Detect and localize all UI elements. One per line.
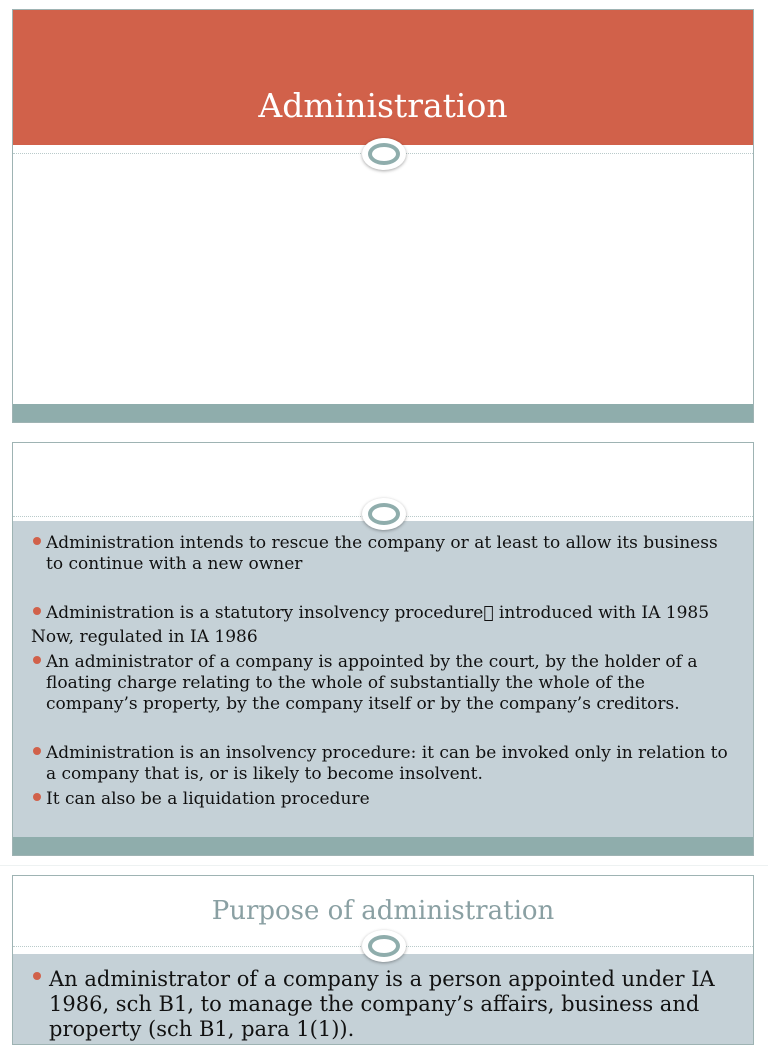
ring-ornament-icon bbox=[362, 498, 406, 530]
slide-3-title: Purpose of administration bbox=[211, 896, 555, 926]
bullet-item-2: Administration is a statutory insolvency procedure  introduced with IA 1985 bbox=[46, 603, 710, 623]
bullet-item-2-continuation: Now, regulated in IA 1986 bbox=[31, 627, 258, 647]
bottom-bar bbox=[13, 837, 753, 856]
ring-ornament-icon bbox=[362, 930, 406, 962]
slide-3 bbox=[12, 875, 754, 1045]
bullet-item-3: An administrator of a company is appointed by the court, by the holder of a floating charge relating to the whole of substantially the whole of the company’s property, by the company itself or by the company’s creditors. bbox=[46, 652, 698, 714]
bullet-dot-icon bbox=[33, 607, 41, 615]
bullet-item-1: An administrator of a company is a person appointed under IA 1986, sch B1, to manage the company’s affairs, business and property (sch B1, para 1(1)). bbox=[49, 967, 715, 1041]
bullet-item-4: Administration is an insolvency procedure: it can be invoked only in relation to a company that is, or is likely to become insolvent. bbox=[46, 743, 728, 784]
ring-ornament-icon bbox=[362, 138, 406, 170]
bullet-dot-icon bbox=[33, 793, 41, 801]
bullet-dot-icon bbox=[33, 972, 41, 980]
slide-2 bbox=[12, 442, 754, 856]
bullet-item-5: It can also be a liquidation procedure bbox=[46, 789, 370, 809]
bullet-dot-icon bbox=[33, 656, 41, 664]
bullet-item-1: Administration intends to rescue the company or at least to allow its business to continue with a new owner bbox=[46, 533, 718, 574]
bottom-bar bbox=[13, 404, 753, 423]
slide-1 bbox=[12, 9, 754, 423]
page-separator bbox=[0, 865, 768, 866]
bullet-dot-icon bbox=[33, 537, 41, 545]
bullet-dot-icon bbox=[33, 747, 41, 755]
slide-1-title: Administration bbox=[258, 86, 508, 125]
